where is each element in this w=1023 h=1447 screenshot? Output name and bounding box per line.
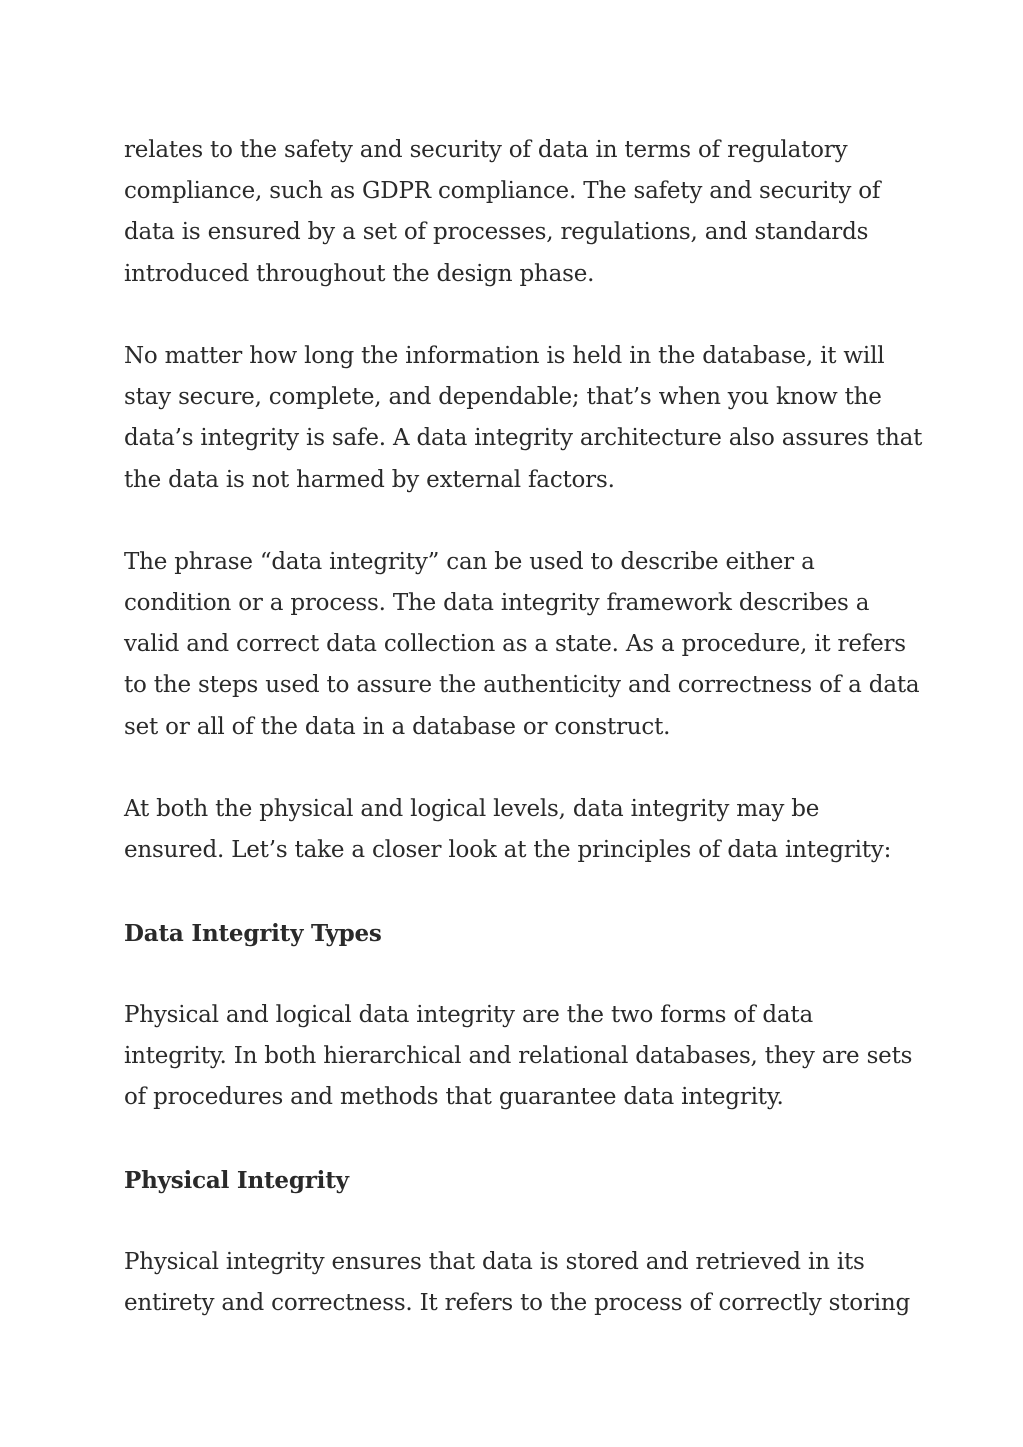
text-line: condition or a process. The data integrity framework describes a (124, 590, 870, 617)
text-line: At both the physical and logical levels, data integrity may be (124, 796, 820, 822)
paragraph-two-forms (124, 995, 913, 1119)
text-line: stay secure, complete, and dependable; that’s when you know the (124, 384, 882, 411)
paragraph-physical-integrity (124, 1242, 911, 1324)
text-line: The phrase “data integrity” can be used to describe either a (124, 548, 815, 575)
text-line: Physical integrity ensures that data is stored and retrieved in its (124, 1249, 865, 1276)
text-line: integrity. In both hierarchical and relational databases, they are sets (124, 1043, 913, 1070)
text-line: relates to the safety and security of data in terms of regulatory (124, 137, 848, 163)
section-heading-types: Data Integrity Types (124, 919, 382, 947)
text-line: entirety and correctness. It refers to the process of correctly storing (124, 1290, 911, 1317)
text-line: set or all of the data in a database or construct. (124, 713, 671, 740)
paragraph-state-or-process (124, 542, 920, 748)
paragraph-physical-logical-levels (124, 789, 904, 871)
text-line: Physical and logical data integrity are the two forms of data (124, 1001, 813, 1028)
text-line: No matter how long the information is held in the database, it will (124, 342, 885, 369)
text-line: introduced throughout the design phase. (124, 260, 595, 287)
text-line: of procedures and methods that guarantee data integrity. (124, 1084, 784, 1111)
text-line: compliance, such as GDPR compliance. The safety and security of (124, 178, 881, 205)
paragraph-integrity-safe (124, 336, 923, 501)
text-line: valid and correct data collection as a state. As a procedure, it refers (124, 631, 906, 658)
paragraph-regulatory-compliance (124, 130, 904, 295)
text-line: the data is not harmed by external factors. (124, 466, 615, 493)
text-line: ensured. Let’s take a closer look at the principles of data integrity: (124, 837, 892, 864)
text-line: data’s integrity is safe. A data integrity architecture also assures that (124, 425, 923, 452)
section-heading-physical-integrity: Physical Integrity (124, 1166, 349, 1194)
text-line: data is ensured by a set of processes, regulations, and standards (124, 219, 869, 246)
text-line: to the steps used to assure the authenticity and correctness of a data (124, 672, 920, 699)
document-body (124, 130, 923, 1366)
